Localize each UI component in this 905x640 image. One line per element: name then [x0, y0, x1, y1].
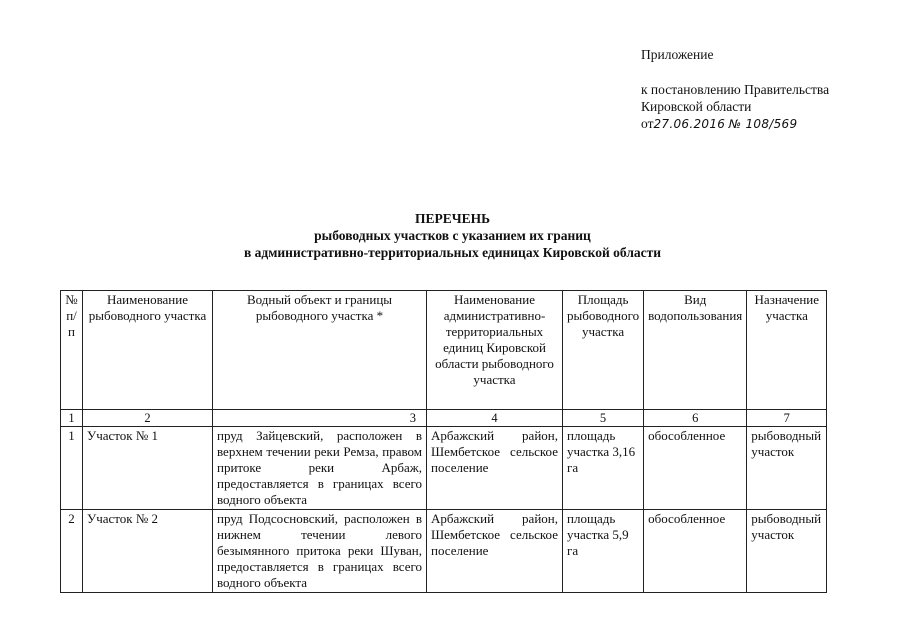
header-cell: Наименование административно-территориальных единиц Кировской области рыбоводного участка — [427, 291, 563, 410]
appendix-date-prefix: от — [641, 116, 654, 131]
column-number: 3 — [213, 410, 427, 427]
fish-farming-sites-table — [60, 290, 827, 593]
site-name: Участок № 1 — [83, 427, 213, 510]
column-number: 7 — [747, 410, 827, 427]
appendix-line-3 — [641, 115, 797, 133]
appendix-line-1: к постановлению Правительства — [641, 82, 830, 97]
heading-line-2: рыбоводных участков с указанием их границ — [314, 228, 591, 243]
header-cell: Площадь рыбоводного участка — [563, 291, 644, 410]
table-row — [61, 510, 827, 593]
column-number: 5 — [563, 410, 644, 427]
heading-line-3: в административно-территориальных единицах Кировской области — [243, 245, 662, 260]
column-number: 4 — [427, 410, 563, 427]
header-cell: № п/п — [61, 291, 83, 410]
admin-unit: Арбажский район, Шембетское сельское поселение — [427, 510, 563, 593]
site-area: площадь участка 3,16 га — [563, 427, 644, 510]
water-body: пруд Зайцевский, расположен в верхнем течении реки Ремза, правом притоке реки Арбаж, предоставляется в границах всего водного объекта — [213, 427, 427, 510]
appendix-line-2: Кировской области — [641, 99, 752, 114]
table-header-row — [61, 291, 827, 410]
header-cell: Назначение участка — [747, 291, 827, 410]
document-heading — [0, 210, 905, 261]
appendix-title: Приложение — [641, 47, 714, 62]
use-type: обособленное — [644, 427, 747, 510]
use-type: обособленное — [644, 510, 747, 593]
row-number: 2 — [61, 510, 83, 593]
site-area: площадь участка 5,9 га — [563, 510, 644, 593]
site-purpose: рыбоводный участок — [747, 510, 827, 593]
column-number-row — [61, 410, 827, 427]
header-cell: Вид водопользования — [644, 291, 747, 410]
header-cell: Водный объект и границы рыбоводного участка * — [213, 291, 427, 410]
site-purpose: рыбоводный участок — [747, 427, 827, 510]
column-number: 2 — [83, 410, 213, 427]
table-row — [61, 427, 827, 510]
water-body: пруд Подсосновский, расположен в нижнем течении левого безымянного притока реки Шуван, предоставляется в границах всего водного объекта — [213, 510, 427, 593]
handwritten-number: № 108/569 — [728, 117, 798, 131]
column-number: 6 — [644, 410, 747, 427]
site-name: Участок № 2 — [83, 510, 213, 593]
header-cell: Наименование рыбоводного участка — [83, 291, 213, 410]
admin-unit: Арбажский район, Шембетское сельское поселение — [427, 427, 563, 510]
column-number: 1 — [61, 410, 83, 427]
heading-title: ПЕРЕЧЕНЬ — [414, 211, 491, 226]
handwritten-date: 27.06.2016 — [653, 117, 726, 131]
row-number: 1 — [61, 427, 83, 510]
